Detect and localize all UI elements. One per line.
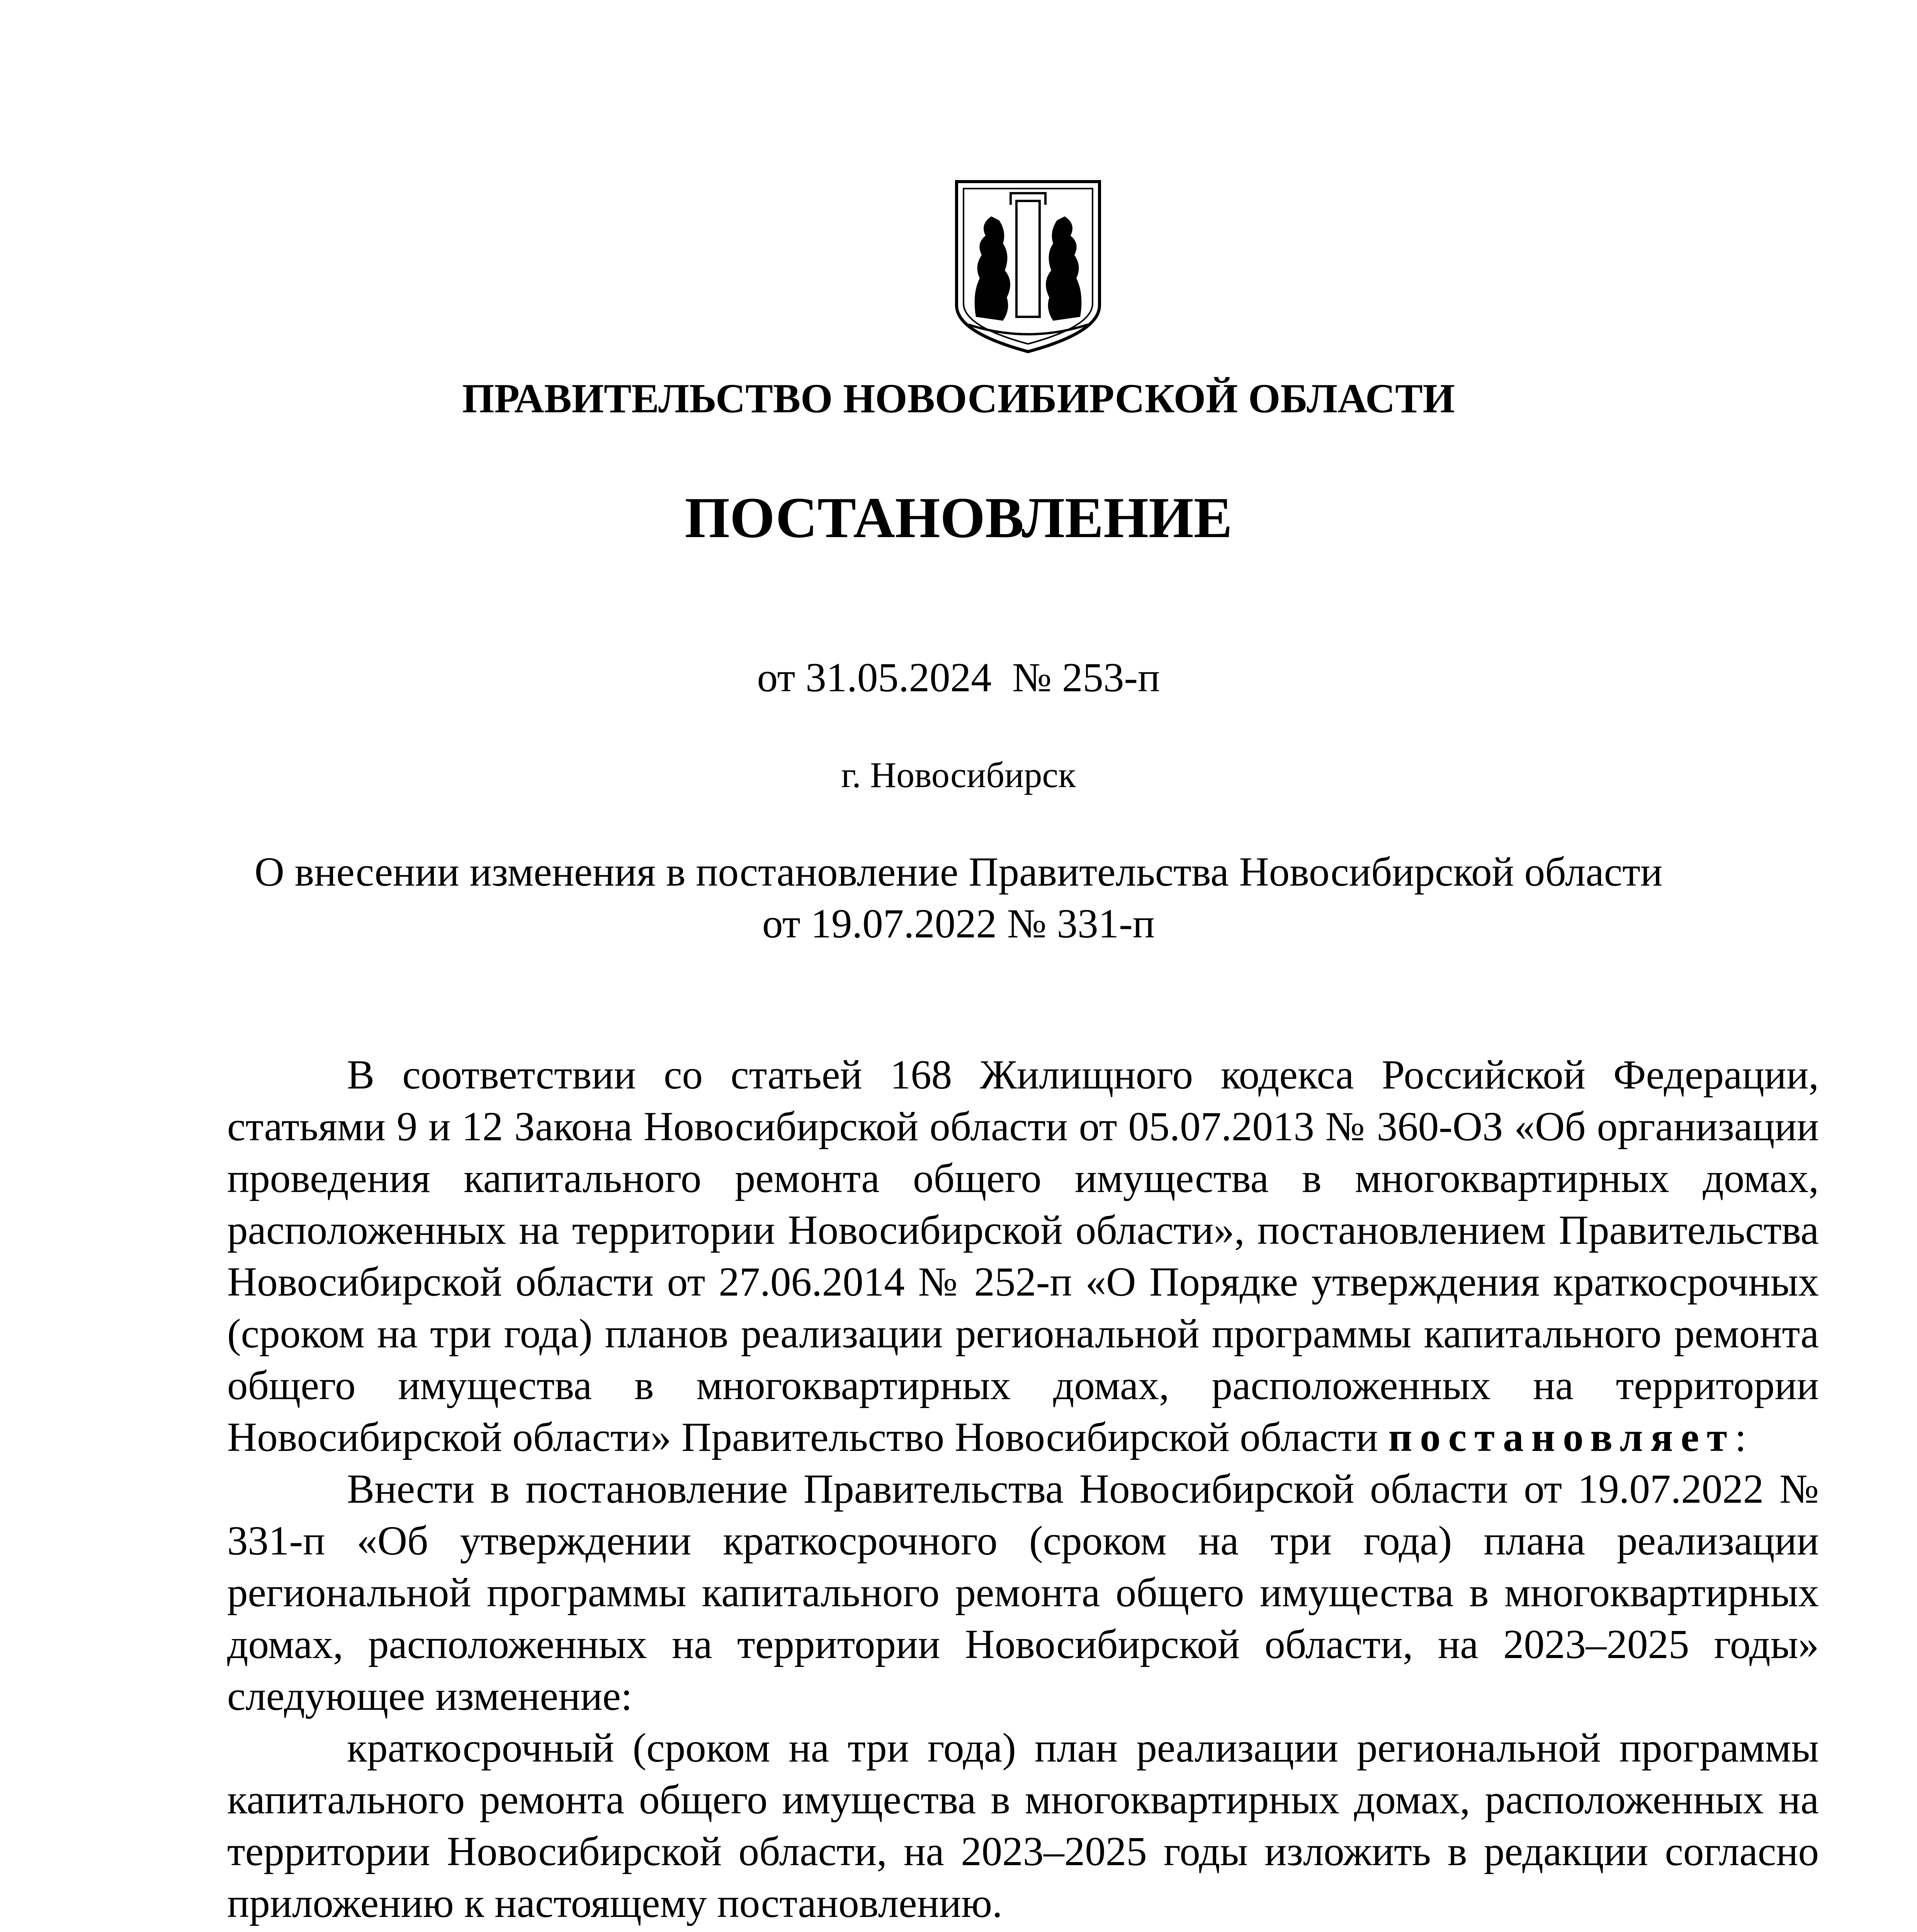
city: г. Новосибирск (841, 755, 1076, 795)
body-paragraph-1 (227, 1049, 1819, 1463)
body-paragraph-3: краткосрочный (сроком на три года) план реализации региональной программы капитального ремонта общего имущества в многоквартирных домах, расположенных на территории Новосибирской области, на 2023–2025 годы изложить в редакции согласно приложению к настоящему постановлению. (227, 1725, 1819, 1926)
document-type: ПОСТАНОВЛЕНИЕ (685, 486, 1232, 550)
preamble-colon: : (1735, 1415, 1747, 1460)
preamble-text: В соответствии со статьей 168 Жилищного кодекса Российской Федерации, статьями 9 и 12 Закона Новосибирской области от 05.07.2013 № 360-ОЗ «Об организации проведения капитального ремонта общего имущества в многоквартирных домах, расположенных на территории Новосибирской области», постановлением Правительства Новосибирской области от 27.06.2014 № 252-п «О Порядке утверждения краткосрочных (сроком на три года) планов реализации региональной программы капитального ремонта общего имущества в многоквартирных домах, расположенных на территории Новосибирской области» Правительство Новосибирской области (227, 1052, 1819, 1460)
coat-of-arms-icon (953, 178, 1103, 355)
resolve-word: постановляет (1388, 1415, 1735, 1460)
title-line-2: от 19.07.2022 № 331-п (762, 901, 1155, 947)
body-paragraph-2: Внести в постановление Правительства Новосибирской области от 19.07.2022 № 331-п «Об утверждении краткосрочного (сроком на три года) плана реализации региональной программы капитального ремонта общего имущества в многоквартирных домах, расположенных на территории Новосибирской области, на 2023–2025 годы» следующее изменение: (227, 1466, 1819, 1719)
document-title (0, 846, 1917, 950)
date-number-line: от 31.05.2024 № 253-п (757, 655, 1160, 701)
document-body (227, 1049, 1819, 1929)
organization-name: ПРАВИТЕЛЬСТВО НОВОСИБИРСКОЙ ОБЛАСТИ (462, 376, 1455, 422)
title-line-1: О внесении изменения в постановление Правительства Новосибирской области (254, 849, 1663, 895)
